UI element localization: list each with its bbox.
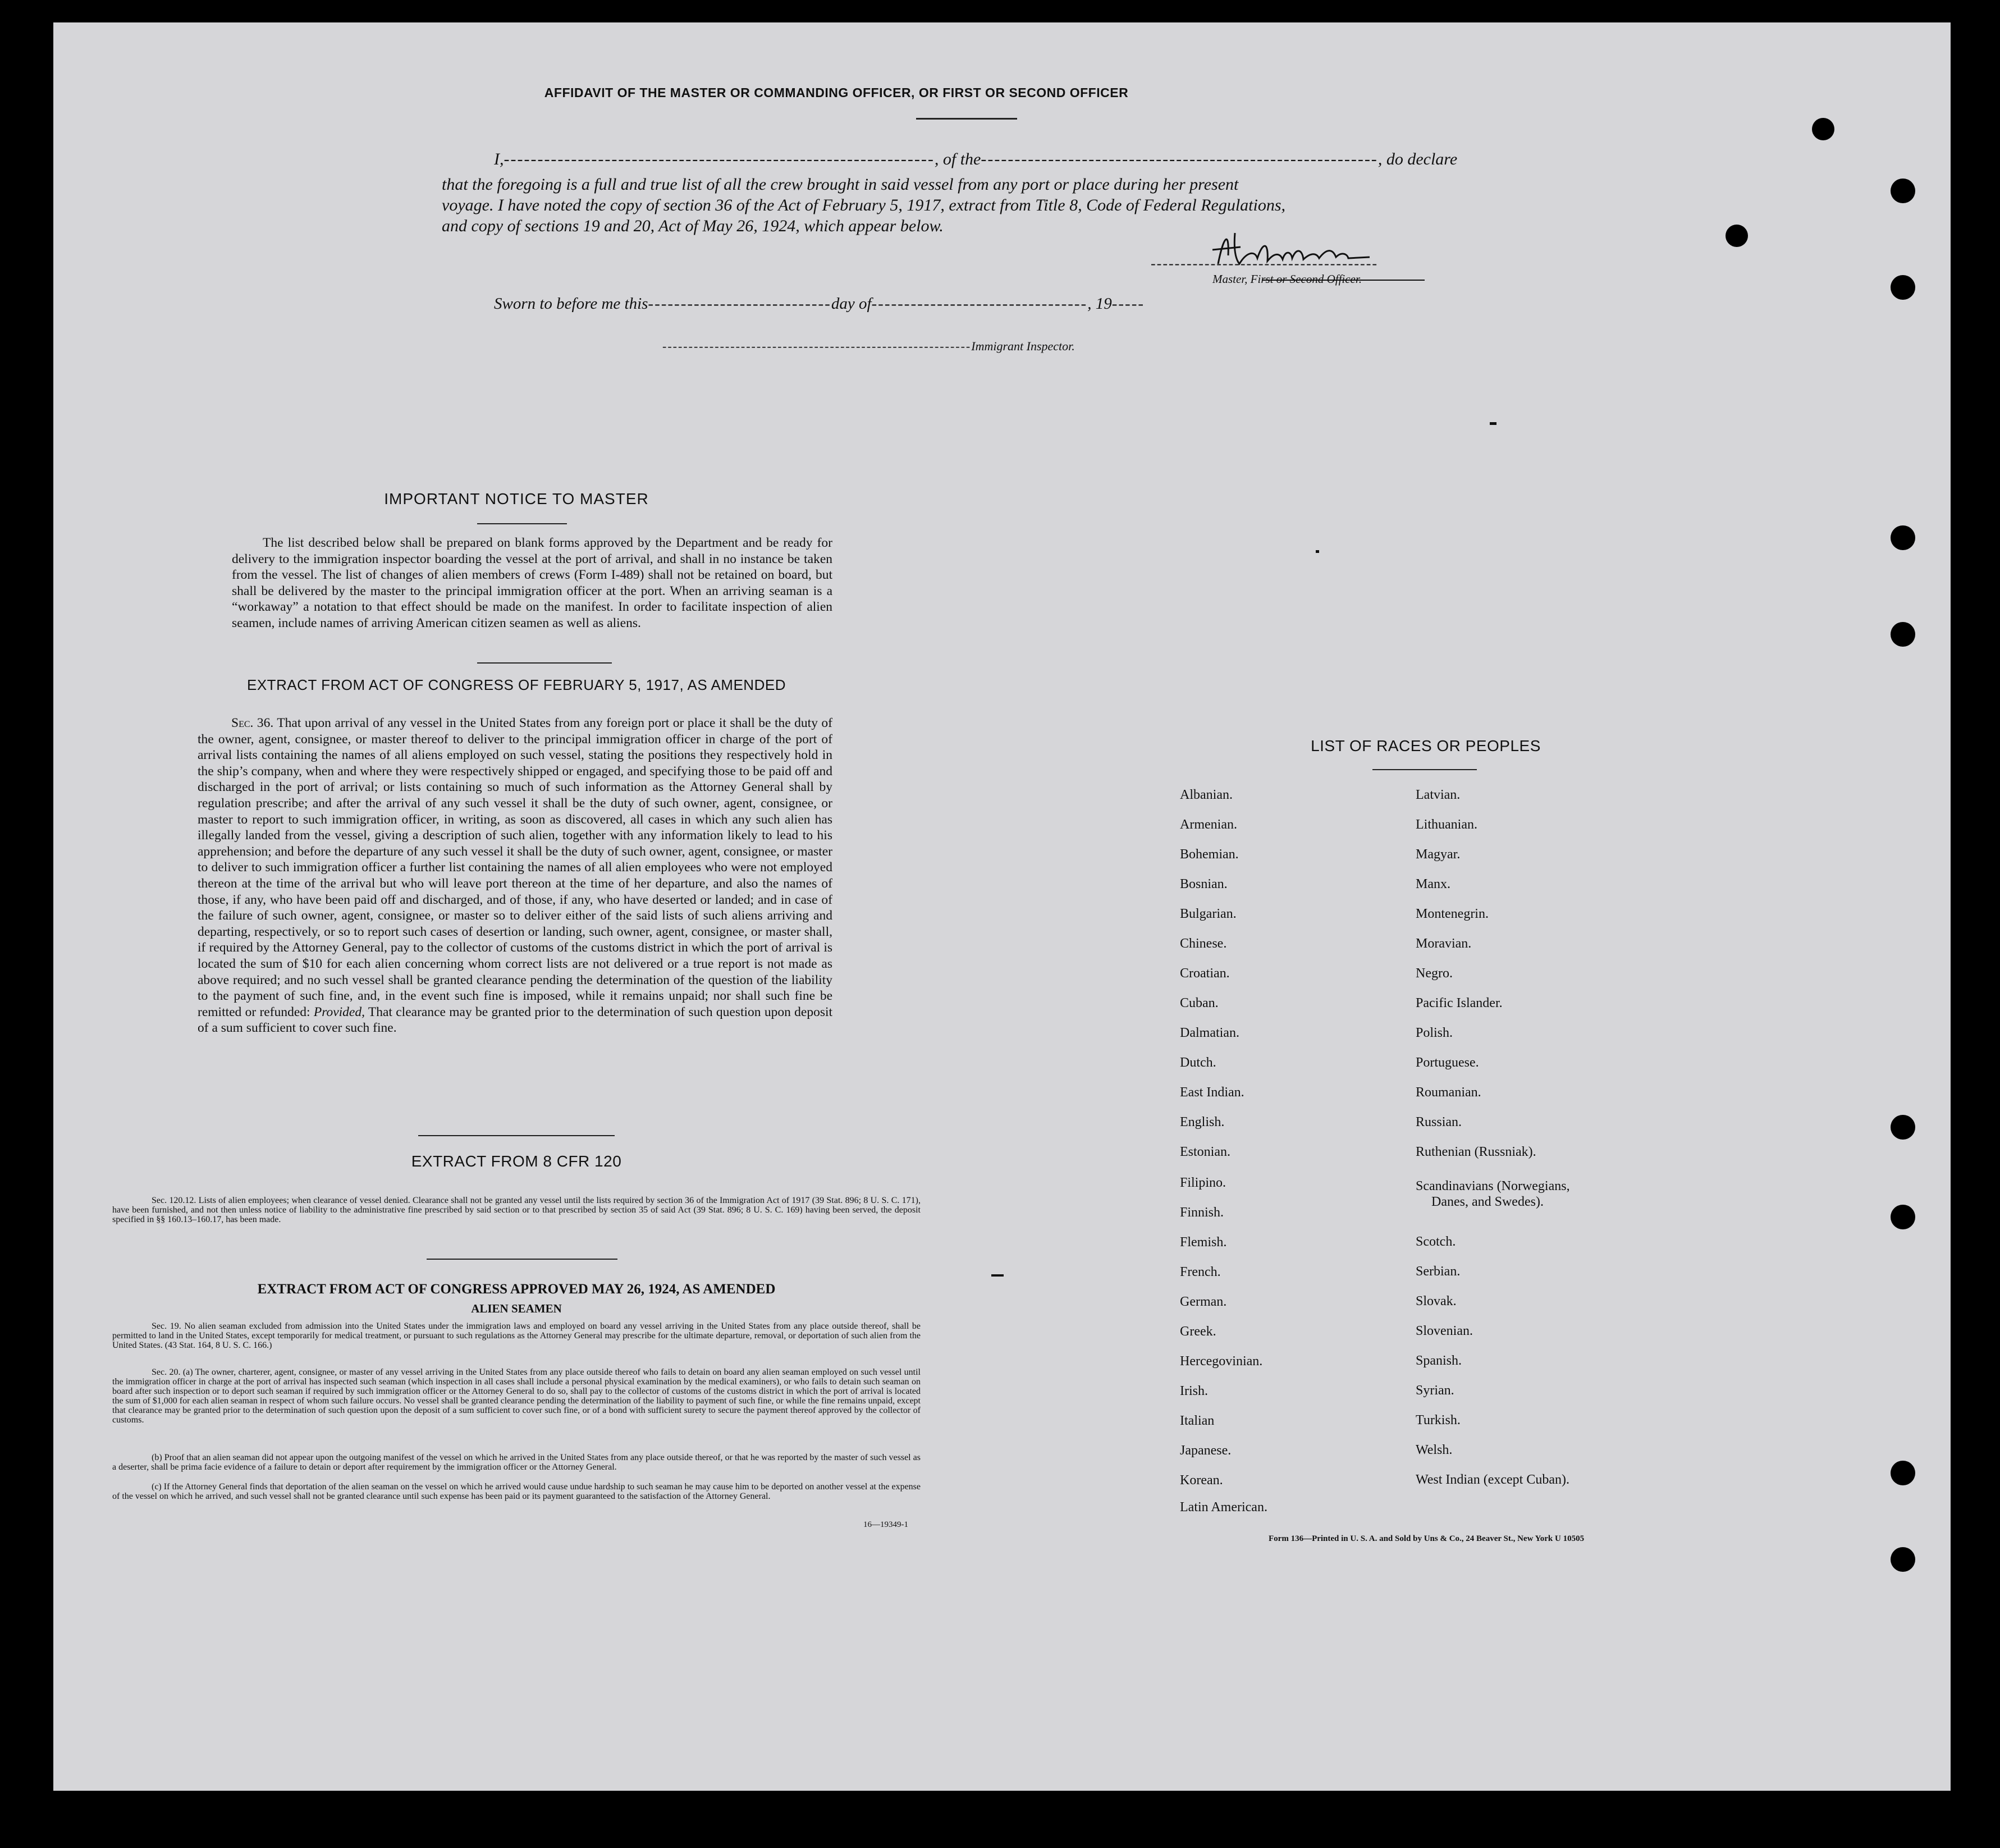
race-bosnian: Bosnian.: [1180, 877, 1228, 891]
affidavit-line3: voyage. I have noted the copy of section 36 of the Act of February 5, 1917, extract from Title 8, Code of Federal Regulations,: [442, 196, 1286, 214]
notice-rule: [477, 523, 567, 524]
binder-hole: [1812, 118, 1834, 140]
affidavit-i: I,: [494, 150, 504, 168]
binder-hole: [1891, 1115, 1915, 1140]
signature-caption: Master, First or Second Officer.: [1212, 272, 1362, 286]
race-croatian: Croatian.: [1180, 966, 1230, 981]
race-finnish: Finnish.: [1180, 1205, 1224, 1220]
race-west-indian: West Indian (except Cuban).: [1416, 1472, 1569, 1487]
race-serbian: Serbian.: [1416, 1264, 1461, 1279]
extract-1917-end-rule: [418, 1135, 615, 1136]
affidavit-line4: and copy of sections 19 and 20, Act of May 26, 1924, which appear below.: [442, 217, 944, 235]
sec-36-body: That upon arrival of any vessel in the United States from any foreign port or place it shall be the duty of the owner, agent, consignee, or master thereof to deliver to the principal immigration officer in charge of the port of arrival lists containing the names of all aliens employed on such vessel, stating the positions they respectively hold in the ship’s company, when and where they were respectively shipped or engaged, and specifying those to be paid off and discharged in the port of arrival; or lists containing so much of such information as the Attorney General shall by regulation prescribe; and after the arrival of any such vessel it shall be the duty of such owner, agent, consignee, or master to report to such immigration officer, in writing, as soon as discovered, all cases in which any such alien has illegally landed from the vessel, giving a description of such alien, together with any information likely to lead to his apprehension; and before the departure of any such vessel it shall be the duty of such owner, agent, consignee, or master to deliver to such immigration officer a further list containing the names of all alien employees who were not employed thereon at the time of the arrival but who will leave port thereon at the time of her departure, and also the names of those, if any, who have been paid off and discharged, and of those, if any, who have deserted or landed; and in case of the failure of such owner, agent, consignee, or master so to deliver either of the said lists of such aliens arriving and departing, respectively, or so to report such cases of desertion or landing, such owner, agent, consignee, or master shall, if required by the Attorney General, pay to the collector of customs of the customs district in which the port of arrival is located the sum of $10 for each alien concerning whom correct lists are not delivered or a true report is not made as above required; and no such vessel shall be granted clearance pending the determination of the question of the liability to the payment of such fine, and, in the event such fine is imposed, while it remains unpaid; nor shall such fine be remitted or refunded:: [198, 716, 833, 1019]
inspector-line: [662, 336, 1075, 357]
race-negro: Negro.: [1416, 966, 1453, 981]
races-rule: [1372, 769, 1477, 770]
race-pacific-islander: Pacific Islander.: [1416, 996, 1503, 1010]
race-albanian: Albanian.: [1180, 788, 1233, 802]
race-italian: Italian: [1180, 1414, 1215, 1428]
race-spanish: Spanish.: [1416, 1353, 1462, 1368]
sec-36-end: That clearance may be granted prior to the determination of such question upon deposit of a sum sufficient to cover such fine.: [198, 1004, 833, 1036]
affidavit-line2: that the foregoing is a full and true list of all the crew brought in said vessel from any port or place during her present: [442, 175, 1239, 194]
binder-hole: [1891, 525, 1915, 550]
affidavit-title: AFFIDAVIT OF THE MASTER OR COMMANDING OFFICER, OR FIRST OR SECOND OFFICER: [544, 85, 1129, 100]
signature-dashes: --------------------------------------: [1151, 255, 1379, 272]
speck: [991, 1274, 1004, 1277]
sec-20b-text: (b) Proof that an alien seaman did not appear upon the outgoing manifest of the vessel on which he arrived in the United States from any place outside thereof, or that he was reported by the master of such vessel as a deserter, shall be prima facie evidence of a failure to detain or deport after requirement by the immigration officer or the Attorney General.: [112, 1453, 921, 1472]
affidavit-do-declare: , do declare: [1377, 150, 1458, 168]
binder-hole: [1891, 622, 1915, 647]
cfr-title: EXTRACT FROM 8 CFR 120: [411, 1152, 622, 1170]
vessel-blank: -----------------------------------------------------------: [981, 150, 1378, 168]
race-hercegovinian: Hercegovinian.: [1180, 1354, 1263, 1369]
race-greek: Greek.: [1180, 1324, 1216, 1339]
race-turkish: Turkish.: [1416, 1413, 1461, 1428]
notice-end-rule: [477, 662, 612, 664]
inspector-caption: Immigrant Inspector.: [971, 339, 1075, 353]
race-irish: Irish.: [1180, 1384, 1208, 1398]
day-of-text: day of: [831, 295, 872, 313]
race-latvian: Latvian.: [1416, 788, 1461, 802]
sec-20a-text: Sec. 20. (a) The owner, charterer, agent, consignee, or master of any vessel arriving in the United States from any place outside thereof who fails to detain on board any alien seaman employed on such vessel until the immigration officer in charge at the port of arrival has inspected such seaman (which inspection in all cases shall include a personal physical examination by the medical examiners), or who fails to detain such seaman on board after such inspection or to deport such seaman if required by such immigration officer or the Attorney General to do so, shall pay to the collector of customs of the customs district in which the port of arrival is located the sum of $1,000 for each alien seaman in respect of whom such failure occurs. No vessel shall be granted clearance pending the determination of the liability to payment of such fine, or while the fine remains unpaid, except that clearance may be granted prior to the determination of such question upon the deposit of a sum sufficient to cover such fine, or of a bond with sufficient surety to secure the payment thereof approved by the collector of customs.: [112, 1367, 921, 1425]
binder-hole: [1891, 275, 1915, 300]
race-flemish: Flemish.: [1180, 1235, 1227, 1250]
race-scandinavians-cont: Danes, and Swedes).: [1431, 1195, 1544, 1209]
strikeout-line: [1262, 280, 1425, 281]
title-rule: [916, 118, 1017, 120]
race-east-indian: East Indian.: [1180, 1085, 1244, 1100]
race-ruthenian: Ruthenian (Russniak).: [1416, 1145, 1536, 1159]
race-polish: Polish.: [1416, 1026, 1453, 1040]
inspector-blank: -----------------------------------------------------------: [662, 339, 972, 353]
form-number: 16—19349-1: [863, 1520, 908, 1529]
race-bulgarian: Bulgarian.: [1180, 907, 1237, 921]
extract-1917-text: [198, 715, 832, 1036]
binder-hole: [1891, 1205, 1915, 1229]
race-chinese: Chinese.: [1180, 936, 1227, 951]
race-montenegrin: Montenegrin.: [1416, 907, 1489, 921]
race-magyar: Magyar.: [1416, 847, 1461, 862]
race-slovenian: Slovenian.: [1416, 1324, 1473, 1338]
race-latin-american: Latin American.: [1180, 1500, 1267, 1515]
race-bohemian: Bohemian.: [1180, 847, 1239, 862]
alien-seamen-subtitle: ALIEN SEAMEN: [471, 1302, 562, 1315]
binder-hole: [1891, 1461, 1915, 1485]
speck: [1490, 422, 1496, 425]
notice-text: The list described below shall be prepared on blank forms approved by the Department and be ready for delivery to the immigration inspector boarding the vessel at the port of arrival, and shall in no instance be taken from the vessel. The list of changes of alien members of crews (Form I-489) shall not be retained on board, but shall be delivered by the master to the principal immigration officer at the port. When an arriving seaman is a “workaway” a notation to that effect should be made on the manifest. In order to facilitate inspection of alien seamen, include names of arriving American citizen seamen as well as aliens.: [232, 536, 832, 630]
year-blank: -----: [1111, 295, 1145, 313]
race-armenian: Armenian.: [1180, 817, 1237, 832]
race-slovak: Slovak.: [1416, 1294, 1457, 1309]
race-german: German.: [1180, 1294, 1227, 1309]
provided-word: Provided,: [313, 1004, 365, 1019]
race-estonian: Estonian.: [1180, 1145, 1230, 1159]
race-manx: Manx.: [1416, 877, 1450, 891]
affidavit-line1: [494, 149, 1493, 170]
race-filipino: Filipino.: [1180, 1175, 1226, 1190]
sec-20c-text: (c) If the Attorney General finds that deportation of the alien seaman on the vessel on which he arrived would cause undue hardship to such seaman he may cause him to be deported on another vessel at the expense of the vessel on which he arrived, and such vessel shall not be granted clearance until such expense has been paid or its payment guaranteed to the satisfaction of the Attorney General.: [112, 1482, 921, 1501]
binder-hole: [1726, 225, 1748, 247]
race-cuban: Cuban.: [1180, 996, 1219, 1010]
sec-36-label: Sec. 36.: [231, 716, 274, 730]
race-syrian: Syrian.: [1416, 1383, 1454, 1398]
printer-footer: Form 136—Printed in U. S. A. and Sold by Uns & Co., 24 Beaver St., New York U 10505: [1269, 1534, 1585, 1543]
month-blank: ---------------------------------: [871, 295, 1088, 313]
affidavit-of-the: , of the: [934, 150, 981, 168]
extract-1924-title: EXTRACT FROM ACT OF CONGRESS APPROVED MAY 26, 1924, AS AMENDED: [257, 1282, 776, 1297]
race-roumanian: Roumanian.: [1416, 1085, 1481, 1100]
cfr-text: Sec. 120.12. Lists of alien employees; when clearance of vessel denied. Clearance shall not be granted any vessel until the lists required by section 36 of the Immigration Act of 1917 (39 Stat. 896; 8 U. S. C. 171), have been furnished, and not then unless notice of liability to the administrative fine prescribed by said section or to that prescribed by section 35 of said Act (39 Stat. 896; 8 U. S. C. 169) having been served, the deposit specified in §§ 160.13–160.17, has been made.: [112, 1196, 921, 1224]
sworn-line: [494, 293, 1145, 314]
date-blank: ----------------------------: [648, 295, 831, 313]
year-text: , 19: [1087, 295, 1112, 313]
race-dalmatian: Dalmatian.: [1180, 1026, 1239, 1040]
race-scandinavians: Scandinavians (Norwegians,: [1416, 1179, 1570, 1193]
name-blank: ----------------------------------------------------------------: [504, 150, 935, 168]
extract-1917-title: EXTRACT FROM ACT OF CONGRESS OF FEBRUARY 5, 1917, AS AMENDED: [247, 676, 786, 693]
sworn-text: Sworn to before me this: [494, 295, 648, 313]
races-title: LIST OF RACES OR PEOPLES: [1311, 737, 1541, 754]
race-scotch: Scotch.: [1416, 1234, 1456, 1249]
race-lithuanian: Lithuanian.: [1416, 817, 1477, 832]
race-moravian: Moravian.: [1416, 936, 1472, 951]
race-russian: Russian.: [1416, 1115, 1462, 1129]
cfr-end-rule: [427, 1259, 617, 1260]
race-portuguese: Portuguese.: [1416, 1055, 1479, 1070]
binder-hole: [1891, 1547, 1915, 1572]
notice-title: IMPORTANT NOTICE TO MASTER: [384, 490, 649, 507]
race-dutch: Dutch.: [1180, 1055, 1216, 1070]
race-french: French.: [1180, 1265, 1221, 1279]
race-english: English.: [1180, 1115, 1225, 1129]
binder-hole: [1891, 179, 1915, 203]
race-korean: Korean.: [1180, 1473, 1223, 1488]
race-welsh: Welsh.: [1416, 1443, 1453, 1457]
speck: [1316, 550, 1319, 553]
race-japanese: Japanese.: [1180, 1443, 1232, 1458]
sec-19-text: Sec. 19. No alien seaman excluded from admission into the United States under the immigration laws and employed on board any vessel arriving in the United States from any place outside thereof, shall be permitted to land in the United States, except temporarily for medical treatment, or pursuant to such regulations as the Attorney General may prescribe for the ultimate departure, removal, or deportation of such alien from the United States. (43 Stat. 164, 8 U. S. C. 166.): [112, 1321, 921, 1350]
